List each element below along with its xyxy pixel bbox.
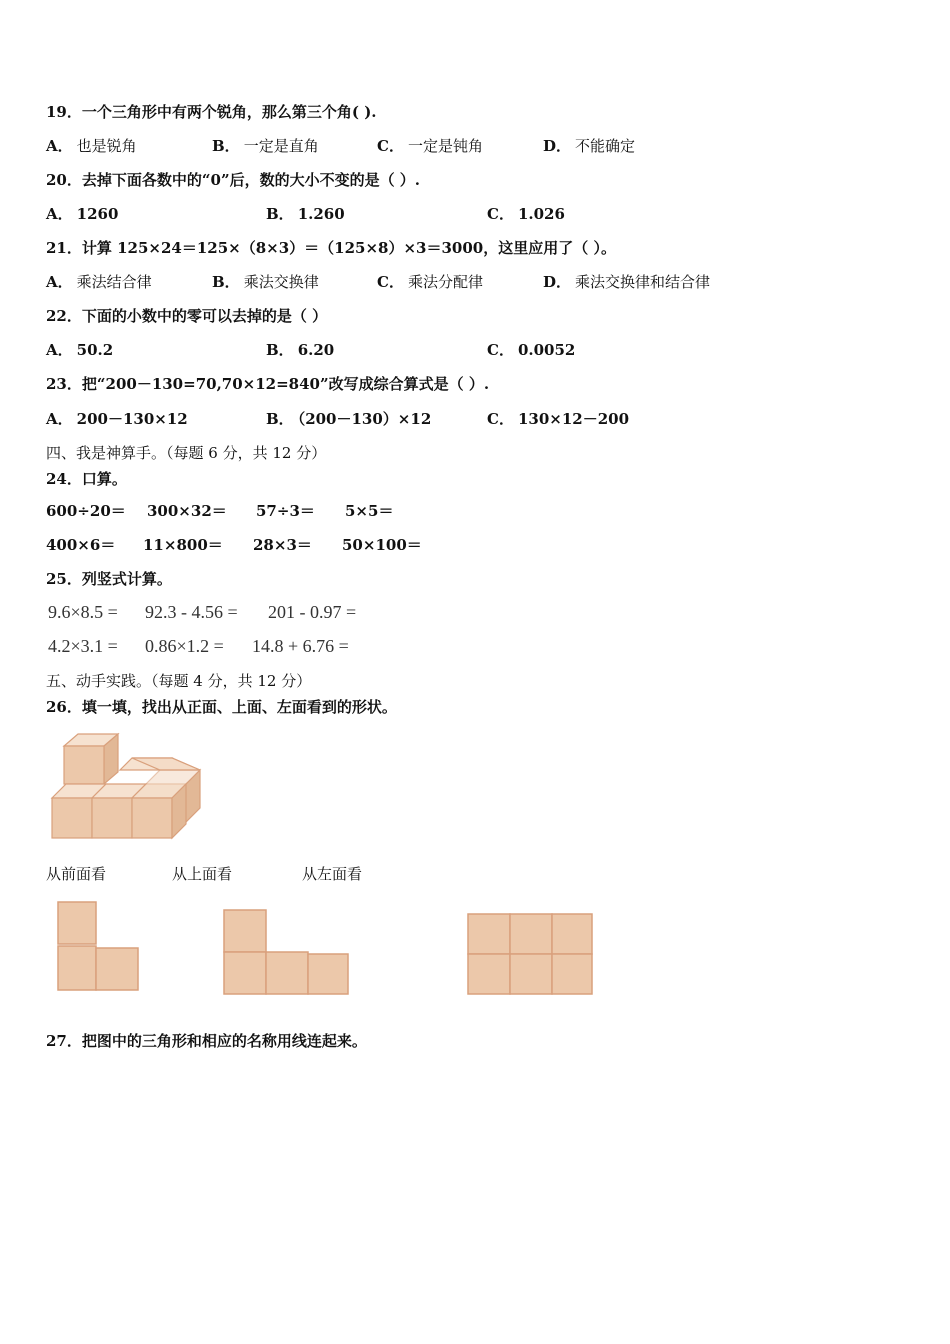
option-text: 130×12－200 bbox=[517, 410, 630, 428]
q20-option-a[interactable] bbox=[46, 204, 118, 224]
option-text: 1260 bbox=[76, 205, 119, 223]
cube-stack-figure bbox=[46, 728, 208, 844]
option-label: A． bbox=[46, 137, 73, 155]
option-label: B． bbox=[212, 273, 240, 291]
view-shape-b[interactable] bbox=[222, 908, 352, 998]
option-label: A． bbox=[46, 341, 73, 359]
q23-stem: 23．把“200－130=70,70×12=840”改写成综合算式是（ ）. bbox=[46, 375, 490, 393]
option-label: D． bbox=[543, 137, 572, 155]
option-label: B． bbox=[212, 137, 240, 155]
option-text: 0.0052 bbox=[517, 341, 576, 359]
q19-stem: 19．一个三角形中有两个锐角，那么第三个角( ). bbox=[46, 103, 377, 121]
q24-item: 600÷20＝ bbox=[46, 502, 126, 520]
view-label-top: 从上面看 bbox=[172, 865, 233, 883]
q24-item: 28×3＝ bbox=[253, 536, 312, 554]
q22-option-c[interactable] bbox=[487, 340, 575, 360]
q25-stem: 25．列竖式计算。 bbox=[46, 570, 172, 588]
option-label: C． bbox=[487, 205, 514, 223]
q24-stem: 24．口算。 bbox=[46, 470, 127, 488]
q21-stem: 21．计算 125×24＝125×（8×3）＝（125×8）×3＝3000，这里应用了（ ）。 bbox=[46, 239, 616, 257]
q23-option-b[interactable] bbox=[266, 409, 431, 429]
q24-item: 11×800＝ bbox=[143, 536, 223, 554]
option-text: 乘法分配律 bbox=[407, 273, 483, 291]
option-label: C． bbox=[377, 137, 404, 155]
q26-stem: 26．填一填，找出从正面、上面、左面看到的形状。 bbox=[46, 698, 397, 716]
option-text: 一定是钝角 bbox=[407, 137, 483, 155]
view-shape-a[interactable] bbox=[56, 900, 142, 994]
q19-option-a[interactable] bbox=[46, 136, 137, 156]
q24-item: 300×32＝ bbox=[147, 502, 227, 520]
option-text: 一定是直角 bbox=[243, 137, 319, 155]
option-text: 不能确定 bbox=[575, 137, 636, 155]
option-text: 50.2 bbox=[76, 341, 114, 359]
option-text: 乘法交换律和结合律 bbox=[575, 273, 711, 291]
q21-option-d[interactable] bbox=[543, 272, 710, 292]
q22-option-b[interactable] bbox=[266, 340, 334, 360]
q20-option-b[interactable] bbox=[266, 204, 345, 224]
q22-option-a[interactable] bbox=[46, 340, 113, 360]
q21-option-b[interactable] bbox=[212, 272, 319, 292]
option-text: 200－130×12 bbox=[76, 410, 188, 428]
q25-item: 0.86×1.2 = bbox=[145, 636, 224, 656]
q24-item: 57÷3＝ bbox=[256, 502, 315, 520]
option-label: A． bbox=[46, 273, 73, 291]
view-label-left: 从左面看 bbox=[302, 865, 363, 883]
q20-option-c[interactable] bbox=[487, 204, 565, 224]
q24-item: 5×5＝ bbox=[345, 502, 394, 520]
q19-option-c[interactable] bbox=[377, 136, 483, 156]
q25-item: 92.3 - 4.56 = bbox=[145, 602, 238, 622]
q25-item: 14.8 + 6.76 = bbox=[252, 636, 349, 656]
q21-option-a[interactable] bbox=[46, 272, 152, 292]
option-text: 6.20 bbox=[297, 341, 335, 359]
option-label: C． bbox=[377, 273, 404, 291]
section-5-title: 五、动手实践。（每题 4 分，共 12 分） bbox=[46, 672, 312, 690]
option-text: 1.260 bbox=[297, 205, 345, 223]
q24-item: 400×6＝ bbox=[46, 536, 116, 554]
option-text: 也是锐角 bbox=[76, 137, 137, 155]
q23-option-c[interactable] bbox=[487, 409, 629, 429]
q25-item: 201 - 0.97 = bbox=[268, 602, 357, 622]
section-4-title: 四、我是神算手。（每题 6 分，共 12 分） bbox=[46, 444, 327, 462]
view-label-front: 从前面看 bbox=[46, 865, 107, 883]
option-text: 乘法交换律 bbox=[243, 273, 319, 291]
option-label: D． bbox=[543, 273, 572, 291]
view-shape-c[interactable] bbox=[466, 912, 596, 998]
q25-item: 4.2×3.1 = bbox=[48, 636, 118, 656]
q23-option-a[interactable] bbox=[46, 409, 188, 429]
q24-item: 50×100＝ bbox=[342, 536, 422, 554]
option-text: 1.026 bbox=[517, 205, 565, 223]
option-label: C． bbox=[487, 341, 514, 359]
option-label: B． bbox=[266, 205, 294, 223]
option-label: A． bbox=[46, 410, 73, 428]
q21-option-c[interactable] bbox=[377, 272, 483, 292]
q25-item: 9.6×8.5 = bbox=[48, 602, 118, 622]
option-text: 乘法结合律 bbox=[76, 273, 152, 291]
option-label: A． bbox=[46, 205, 73, 223]
q27-stem: 27．把图中的三角形和相应的名称用线连起来。 bbox=[46, 1032, 367, 1050]
option-label: B． bbox=[266, 410, 294, 428]
q22-stem: 22．下面的小数中的零可以去掉的是（ ） bbox=[46, 307, 328, 325]
option-label: C． bbox=[487, 410, 514, 428]
option-text: （200－130）×12 bbox=[297, 410, 432, 428]
q19-option-b[interactable] bbox=[212, 136, 319, 156]
q20-stem: 20．去掉下面各数中的“0”后，数的大小不变的是（ ）. bbox=[46, 171, 421, 189]
q19-option-d[interactable] bbox=[543, 136, 635, 156]
option-label: B． bbox=[266, 341, 294, 359]
